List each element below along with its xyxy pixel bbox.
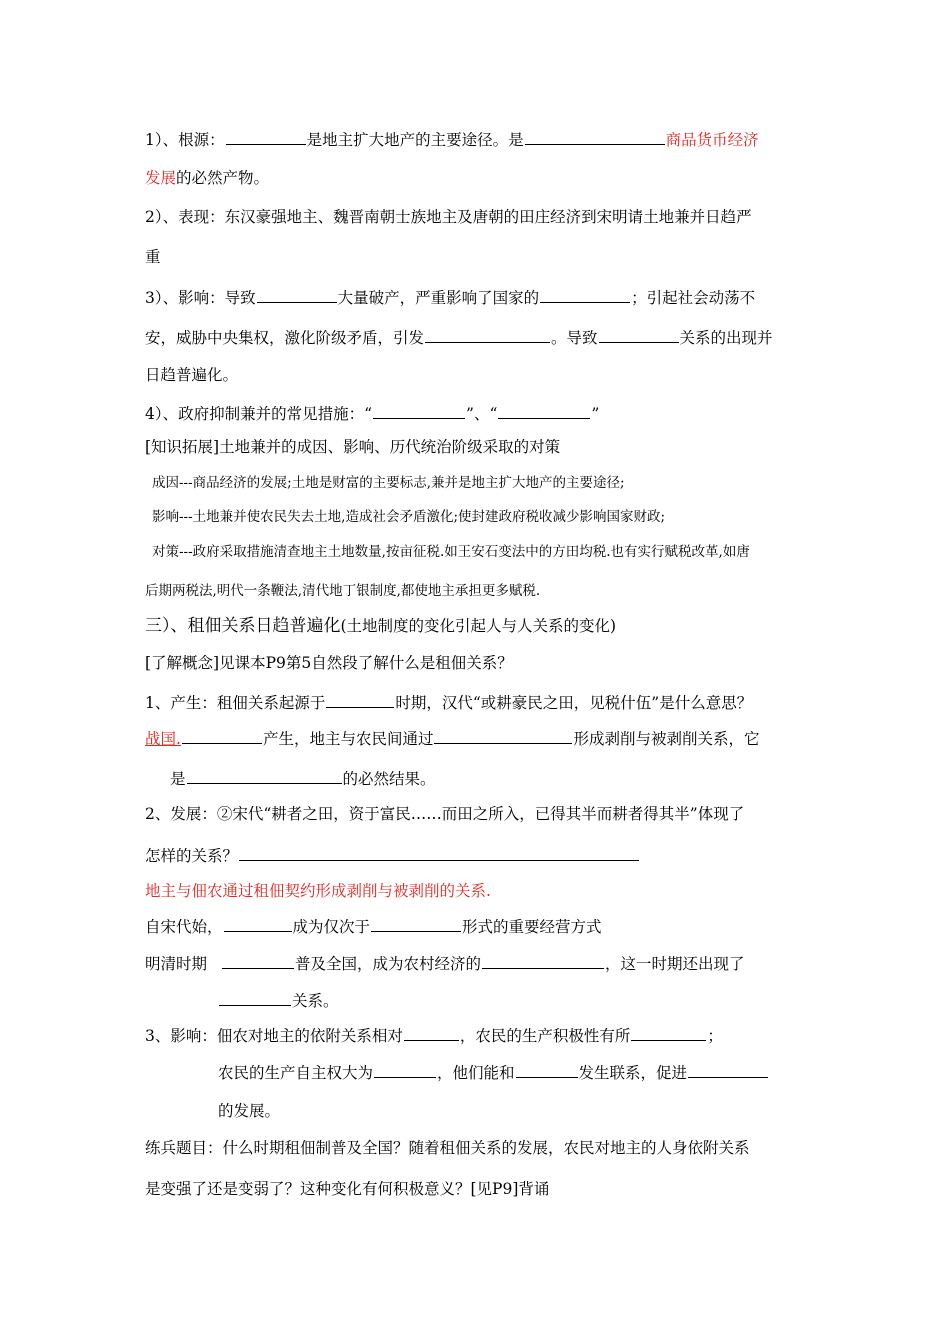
blank[interactable]: [182, 726, 262, 744]
line-measures: 4）、政府抑制兼并的常见措施：“ ”、“ ”: [145, 401, 599, 425]
blank[interactable]: [226, 127, 306, 145]
line-causes: 成因---商品经济的发展;土地是财富的主要标志,兼并是地主扩大地产的主要途径;: [152, 475, 625, 491]
line-manifestation: 2）、表现：东汉豪强地主、魏晋南朝士族地主及唐朝的田庄经济到宋明请土地兼并日趋严: [145, 208, 752, 226]
line-knowledge-extension: [知识拓展]土地兼并的成因、影响、历代统治阶级采取的对策: [145, 438, 561, 456]
blank[interactable]: [482, 951, 604, 969]
blank[interactable]: [187, 766, 342, 784]
line-impact-cont: 安，威胁中央集权，激化阶级矛盾，引发 。导致 关系的出现并: [145, 325, 773, 349]
line-practice: 练兵题目：什么时期租佃制普及全国？随着租佃关系的发展，农民对地主的人身依附关系: [145, 1139, 750, 1157]
blank[interactable]: [540, 285, 630, 303]
line-impact-cont2: 日趋普遍化。: [145, 366, 239, 384]
line-effects: 影响---土地兼并使农民失去土地,造成社会矛盾激化;使封建政府税收减少影响国家财政;: [152, 509, 666, 525]
line-influence: 3、影响：佃农对地主的依附关系相对 ，农民的生产积极性有所 ；: [145, 1023, 723, 1047]
line-impact: 3）、影响：导致 大量破产，严重影响了国家的 ；引起社会动荡不: [145, 285, 755, 309]
line-countermeasures-cont: 后期两税法,明代一条鞭法,清代地丁银制度,都使地主承担更多赋税.: [145, 583, 541, 599]
line-development-question: 怎样的关系？: [145, 843, 640, 867]
line-ming-qing: 明清时期 普及全国，成为农村经济的 ，这一时期还出现了: [145, 951, 745, 975]
blank[interactable]: [219, 988, 291, 1006]
blank[interactable]: [222, 951, 294, 969]
blank[interactable]: [239, 843, 639, 861]
blank[interactable]: [688, 1060, 768, 1078]
line-origin: 1、产生：租佃关系起源于 时期，汉代“或耕豪民之田，见税什伍”是什么意思？: [145, 690, 752, 714]
line-countermeasures: 对策---政府采取措施清查地主土地数量,按亩征税.如王安石变法中的方田均税.也有实行赋税改革,如唐: [152, 544, 750, 560]
blank[interactable]: [371, 914, 461, 932]
line-manifestation-cont: 重: [145, 248, 161, 266]
line-origin-answer: 战国. 产生，地主与农民间通过 形成剥削与被剥削关系，它: [145, 726, 759, 750]
line-influence-cont: 农民的生产自主权大为 ，他们能和 发生联系，促进: [218, 1060, 769, 1084]
blank[interactable]: [404, 1023, 459, 1041]
section-heading: 三）、租佃关系日趋普遍化(土地制度的变化引起人与人关系的变化): [145, 616, 617, 636]
line-development-answer: 地主与佃农通过租佃契约形成剥削与被剥削的关系.: [145, 882, 491, 900]
blank[interactable]: [525, 127, 665, 145]
line-ming-qing-cont: 关系。: [218, 988, 339, 1012]
line-influence-cont2: 的发展。: [218, 1102, 281, 1120]
blank[interactable]: [326, 690, 394, 708]
blank[interactable]: [434, 726, 572, 744]
line-root-cause: 1）、根源： 是地主扩大地产的主要途径。是 商品货币经济: [145, 127, 759, 151]
blank[interactable]: [516, 1060, 578, 1078]
blank[interactable]: [425, 325, 550, 343]
line-root-cause-cont: 发展的必然产物。: [145, 169, 270, 187]
line-development: 2、发展：②宋代“耕者之田，资于富民……而田之所入，已得其半而耕者得其半”体现了: [145, 805, 745, 823]
blank[interactable]: [631, 1023, 706, 1041]
line-song-dynasty: 自宋代始， 成为仅次于 形式的重要经营方式: [145, 914, 602, 938]
line-concept: [了解概念]见课本P9第5自然段了解什么是租佃关系？: [145, 654, 513, 672]
line-origin-result: 是 的必然结果。: [170, 766, 436, 790]
blank[interactable]: [599, 325, 679, 343]
blank[interactable]: [498, 401, 590, 419]
blank[interactable]: [373, 401, 465, 419]
line-practice-cont: 是变强了还是变弱了？这种变化有何积极意义？[见P9]背诵: [145, 1180, 550, 1198]
blank[interactable]: [374, 1060, 436, 1078]
blank[interactable]: [224, 914, 292, 932]
blank[interactable]: [257, 285, 337, 303]
